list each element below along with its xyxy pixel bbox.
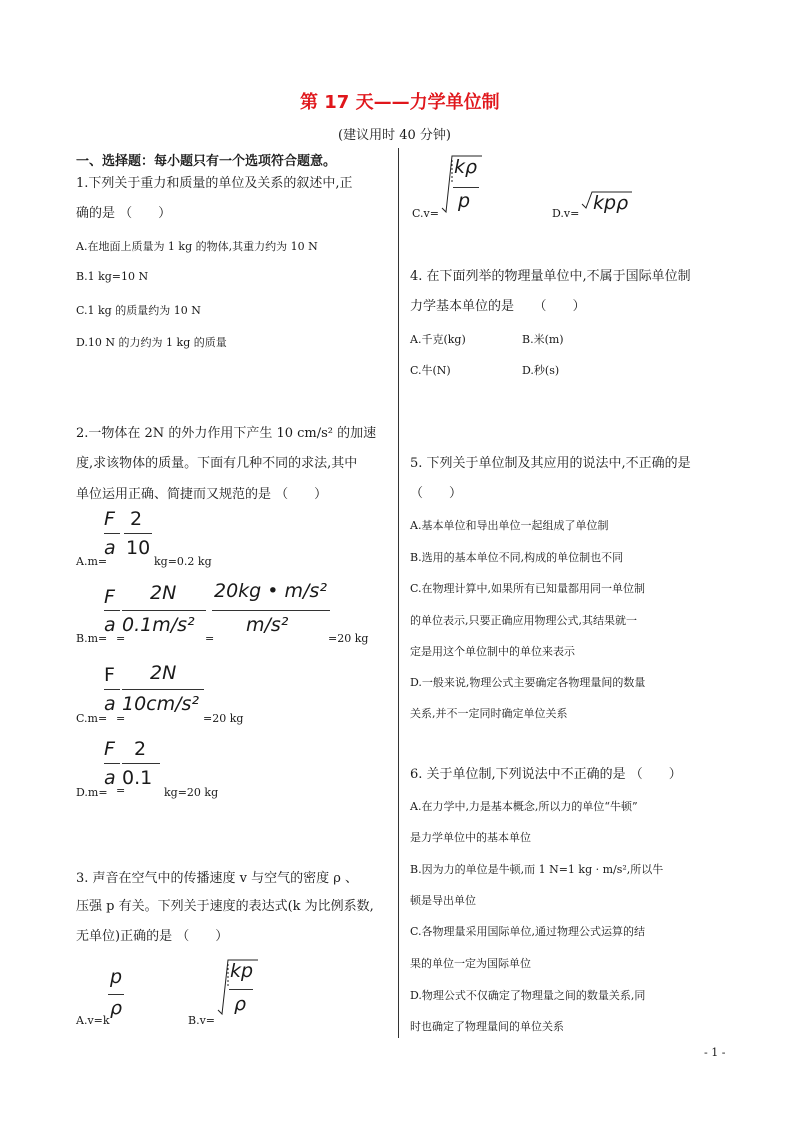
q2d-label: D.m=: [76, 786, 108, 799]
q5-option-c-line3: 定是用这个单位制中的单位来表示: [410, 645, 575, 658]
q2a-f-den: a: [104, 537, 116, 559]
q5-option-d-line1: D.一般来说,物理公式主要确定各物理量间的数量: [410, 676, 646, 689]
q4-stem-line1: 4. 在下面列举的物理量单位中,不属于国际单位制: [410, 269, 691, 284]
q5-stem-line2: （ ）: [410, 486, 463, 501]
q5-option-c-line1: C.在物理计算中,如果所有已知量都用同一单位制: [410, 582, 646, 595]
q6-option-d-line1: D.物理公式不仅确定了物理量之间的数量关系,同: [410, 989, 646, 1002]
q1-option-d: D.10 N 的力约为 1 kg 的质量: [76, 336, 227, 349]
q2b-eq2: =: [205, 632, 215, 645]
q3c-den: p: [458, 190, 471, 212]
q2b-v-den: 0.1m/s²: [122, 614, 195, 636]
q3a-num: p: [110, 966, 123, 988]
q2a-v-num: 2: [130, 508, 143, 530]
q3-stem-line3: 无单位)正确的是 （ ）: [76, 929, 229, 944]
q2a-label: A.m=: [76, 555, 108, 568]
q2d-f-bar: [104, 763, 120, 764]
page-title: 第 17 天——力学单位制: [300, 92, 500, 113]
section-heading: 一、选择题：每小题只有一个选项符合题意。: [76, 154, 337, 169]
q6-option-a-line2: 是力学单位中的基本单位: [410, 831, 531, 844]
q6-option-a-line1: A.在力学中,力是基本概念,所以力的单位“牛顿”: [410, 800, 638, 813]
q3a-bar: [108, 994, 124, 995]
q3c-num: kρ: [454, 156, 478, 178]
q2b-f-num: F: [104, 586, 115, 608]
q2c-v-num: 2N: [150, 662, 177, 684]
q2a-v-bar: [124, 533, 152, 534]
q2d-f-den: a: [104, 767, 116, 789]
q2b-label: B.m=: [76, 632, 108, 645]
q2a-tail: kg=0.2 kg: [154, 555, 212, 568]
column-divider: [398, 148, 399, 1038]
q2-stem-line2: 度,求该物体的质量。下面有几种不同的求法,其中: [76, 456, 358, 471]
q2b-f-den: a: [104, 614, 116, 636]
q2-stem-line3: 单位运用正确、简捷而又规范的是 （ ）: [76, 487, 328, 502]
q2b-u-num: 20kg • m/s²: [214, 580, 327, 602]
q2d-v-bar: [122, 763, 160, 764]
q6-option-b-line2: 顿是导出单位: [410, 894, 476, 907]
q6-option-c-line2: 果的单位一定为国际单位: [410, 957, 531, 970]
q2b-v-bar: [122, 610, 206, 611]
q4-stem-line2: 力学基本单位的是 （ ）: [410, 299, 586, 314]
q2c-f-num: F: [104, 664, 115, 686]
q2d-tail: kg=20 kg: [164, 786, 219, 799]
page-number: - 1 -: [704, 1046, 726, 1059]
q6-option-b-line1: B.因为力的单位是牛顿,而 1 N=1 kg · m/s²,所以牛: [410, 863, 664, 876]
q2b-u-bar: [212, 610, 330, 611]
q1-option-b: B.1 kg=10 N: [76, 270, 149, 283]
q2a-v-den: 10: [126, 537, 151, 559]
q2b-eq1: =: [116, 632, 126, 645]
q6-option-d-line2: 时也确定了物理量间的单位关系: [410, 1020, 564, 1033]
q3a-label: A.v=k: [76, 1014, 110, 1027]
q5-option-a: A.基本单位和导出单位一起组成了单位制: [410, 519, 609, 532]
q5-option-b: B.选用的基本单位不同,构成的单位制也不同: [410, 551, 624, 564]
q3c-bar: [453, 187, 479, 188]
q2c-v-den: 10cm/s²: [122, 693, 200, 715]
q3b-bar: [229, 989, 253, 990]
q1-stem-line2: 确的是 （ ）: [76, 206, 172, 221]
q4-option-b: B.米(m): [522, 333, 564, 346]
q3c-label: C.v=: [412, 207, 439, 220]
q2d-v-den: 0.1: [122, 767, 153, 789]
q6-option-c-line1: C.各物理量采用国际单位,通过物理公式运算的结: [410, 925, 646, 938]
q3b-label: B.v=: [188, 1014, 216, 1027]
q2a-f-num: F: [104, 508, 115, 530]
q5-option-c-line2: 的单位表示,只要正确应用物理公式,其结果就一: [410, 614, 637, 627]
q2b-v-num: 2N: [150, 582, 177, 604]
q2d-eq: =: [116, 784, 126, 797]
q2c-f-bar: [104, 689, 120, 690]
q2c-f-den: a: [104, 693, 116, 715]
q2b-tail: =20 kg: [328, 632, 369, 645]
q2c-v-bar: [122, 689, 204, 690]
q3a-den: ρ: [110, 997, 123, 1019]
q2c-tail: =20 kg: [203, 712, 244, 725]
q2b-f-bar: [104, 610, 120, 611]
q2c-label: C.m=: [76, 712, 108, 725]
q2d-v-num: 2: [134, 738, 147, 760]
q4-option-c: C.牛(N): [410, 364, 451, 377]
q3d-expr: kpρ: [593, 192, 629, 214]
q3-stem-line1: 3. 声音在空气中的传播速度 v 与空气的密度 ρ 、: [76, 871, 359, 886]
q2a-f-bar: [104, 533, 120, 534]
q4-option-a: A.千克(kg): [410, 333, 466, 346]
q2c-eq: =: [116, 712, 126, 725]
q1-stem-line1: 1.下列关于重力和质量的单位及关系的叙述中,正: [76, 176, 353, 191]
q3b-den: ρ: [234, 993, 247, 1015]
q3d-label: D.v=: [552, 207, 580, 220]
q1-option-c: C.1 kg 的质量约为 10 N: [76, 304, 201, 317]
q5-stem-line1: 5. 下列关于单位制及其应用的说法中,不正确的是: [410, 456, 691, 471]
q4-option-d: D.秒(s): [522, 364, 560, 377]
page-subtitle: (建议用时 40 分钟): [338, 128, 451, 143]
q6-stem-line1: 6. 关于单位制,下列说法中不正确的是 （ ）: [410, 767, 682, 782]
q1-option-a: A.在地面上质量为 1 kg 的物体,其重力约为 10 N: [76, 240, 318, 253]
q2b-u-den: m/s²: [246, 614, 289, 636]
q3-stem-line2: 压强 p 有关。下列关于速度的表达式(k 为比例系数,: [76, 899, 374, 914]
q2-stem-line1: 2.一物体在 2N 的外力作用下产生 10 cm/s² 的加速: [76, 426, 377, 441]
q3b-num: kp: [230, 960, 254, 982]
q5-option-d-line2: 关系,并不一定同时确定单位关系: [410, 707, 568, 720]
q2d-f-num: F: [104, 738, 115, 760]
